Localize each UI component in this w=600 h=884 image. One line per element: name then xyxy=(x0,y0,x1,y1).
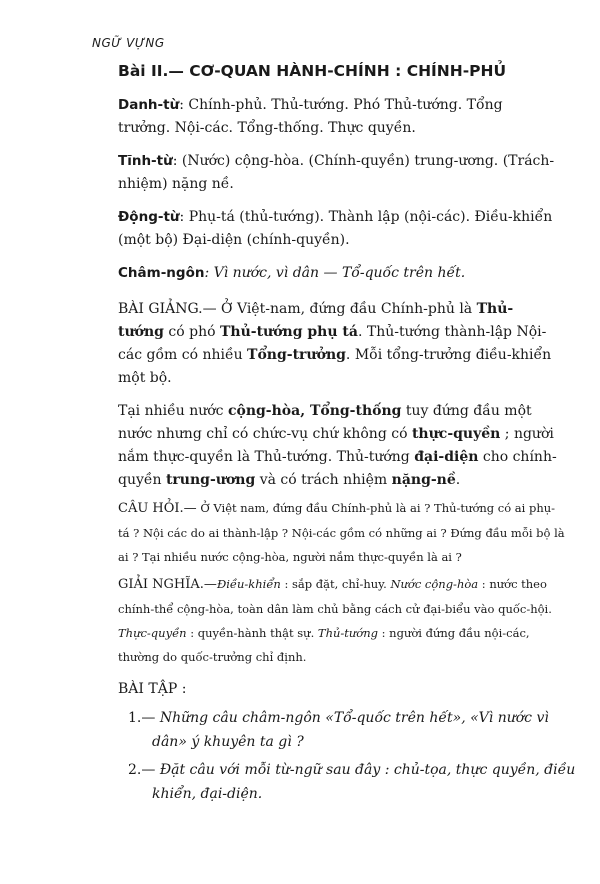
exercise-item xyxy=(128,758,584,806)
vocab-adjectives xyxy=(118,150,558,196)
lecture-paragraph-2 xyxy=(118,400,558,492)
motto-label: Châm-ngôn xyxy=(118,265,205,281)
questions-label: CÂU HỎI.— xyxy=(118,501,197,516)
lecture-text: . xyxy=(455,472,461,488)
lecture-term: Tổng-trưởng xyxy=(247,347,346,363)
adjectives-label: Tĩnh-từ xyxy=(118,153,173,169)
nouns-label: Danh-từ xyxy=(118,97,180,113)
glossary-def: : sắp đặt, chỉ-huy. xyxy=(280,577,391,591)
lecture-term: trung-ương xyxy=(165,472,256,488)
questions-text: Ở Việt nam, đứng đầu Chính-phủ là ai ? Thủ-tướng có ai phụ-tá ? Nội các do ai thành-lập ? Nội-các gồm có những ai ? Đứng đầu mỗi bộ là ai ? Tại nhiều nước cộng-hòa, người nắm thực-quyền là ai ? xyxy=(118,501,565,564)
lecture-text: tuy đứng đầu một nước nhưng chỉ có chức-vụ chứ không có xyxy=(118,403,532,442)
glossary-term: Thủ-tướng xyxy=(317,626,378,640)
lecture-text: có phó xyxy=(163,324,220,340)
vocab-verbs xyxy=(118,206,558,252)
glossary-def: : người đứng đầu nội-các, thường do quốc-trưởng chỉ định. xyxy=(118,626,530,664)
vocab-nouns xyxy=(118,94,558,140)
questions xyxy=(118,496,566,569)
lecture-paragraph-1 xyxy=(118,298,558,390)
vocab-motto xyxy=(118,262,558,285)
glossary-term: Nước cộng-hòa xyxy=(390,577,479,591)
lecture-term: đại-diện xyxy=(414,449,479,465)
running-head: NGỮ VỰNG xyxy=(92,36,165,50)
exercises-label: BÀI TẬP : xyxy=(118,681,187,697)
glossary-def: : nước theo chính-thể cộng-hòa, toàn dân làm chủ bằng cách cử đại-biểu vào quốc-hội. xyxy=(118,577,552,616)
glossary-def: : quyền-hành thật sự. xyxy=(186,626,318,640)
lecture-term: Thủ-tướng phụ tá xyxy=(219,324,358,340)
exercise-text: Đặt câu với mỗi từ-ngữ sau đây : chủ-tọa, thực quyền, điều khiển, đại-diện. xyxy=(152,762,576,802)
lecture-text: . Mỗi tổng-trưởng điều-khiển một bộ. xyxy=(118,347,552,386)
lecture-text: và có trách nhiệm xyxy=(255,472,392,488)
lecture-term: cộng-hòa, Tổng-thống xyxy=(227,403,402,419)
exercise-item xyxy=(128,706,584,754)
lecture-text: Tại nhiều nước xyxy=(118,403,228,419)
exercise-text: Những câu châm-ngôn «Tổ-quốc trên hết», «Vì nước vì dân» ý khuyên ta gì ? xyxy=(152,710,549,750)
lecture-text: cho chính-quyền xyxy=(118,449,557,488)
verbs-text: : Phụ-tá (thủ-tướng). Thành lập (nội-các). Điều-khiển (một bộ) Đại-diện (chính-quyền). xyxy=(118,209,553,248)
lecture-term: Thủ-tướng xyxy=(118,301,514,340)
verbs-label: Động-từ xyxy=(118,209,180,225)
glossary-term: Thực-quyền xyxy=(118,626,187,640)
motto-text: : Vì nước, vì dân — Tổ-quốc trên hết. xyxy=(204,265,466,281)
lecture-text: . Thủ-tướng thành-lập Nội-các gồm có nhiều xyxy=(118,324,547,363)
glossary-term: Điều-khiển xyxy=(216,577,281,591)
lecture-text: BÀI GIẢNG.— Ở Việt-nam, đứng đầu Chính-phủ là xyxy=(118,301,477,317)
lecture-term: thực-quyền xyxy=(411,426,501,442)
lecture-text: ; người nắm thực-quyền là Thủ-tướng. Thủ-tướng xyxy=(118,426,554,465)
nouns-text: : Chính-phủ. Thủ-tướng. Phó Thủ-tướng. Tổng trưởng. Nội-các. Tổng-thống. Thực quyền. xyxy=(118,97,503,136)
exercise-number: 1.— xyxy=(128,710,156,726)
glossary xyxy=(118,572,566,669)
lesson-title: Bài II.— CƠ-QUAN HÀNH-CHÍNH : CHÍNH-PHỦ xyxy=(118,62,507,80)
exercise-number: 2.— xyxy=(128,762,156,778)
lecture-term: nặng-nề xyxy=(391,472,456,488)
glossary-label: GIẢI NGHĨA.— xyxy=(118,577,217,592)
adjectives-text: : (Nước) cộng-hòa. (Chính-quyền) trung-ương. (Trách-nhiệm) nặng nề. xyxy=(118,153,555,192)
